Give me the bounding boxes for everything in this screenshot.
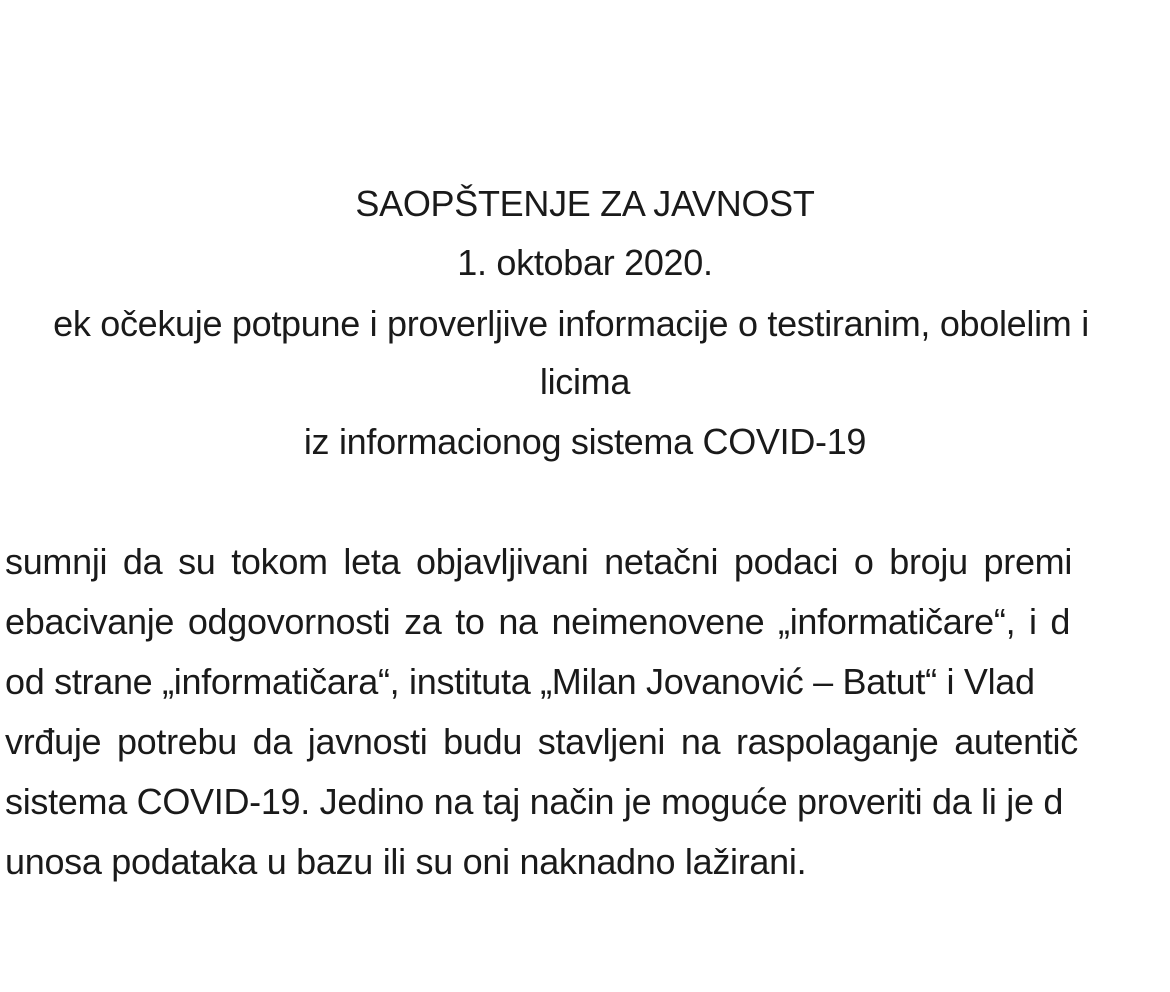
headline-line-1 (0, 302, 1170, 346)
headline-line-2: licima (539, 361, 631, 402)
document-label: SAOPŠTENJE ZA JAVNOST (355, 183, 815, 224)
headline-line-3: iz informacionog sistema COVID-19 (303, 421, 867, 462)
body-line-3: od strane „informatičara“, instituta „Milan Jovanović – Batut“ i Vlad (5, 661, 1035, 702)
body-line-2: ebacivanje odgovornosti za to na neimenovene „informatičare“, i d (5, 601, 1071, 642)
body-line-6: unosa podataka u bazu ili su oni naknadno lažirani. (5, 841, 807, 882)
document-date: 1. oktobar 2020. (457, 242, 713, 283)
body-line-5: sistema COVID-19. Jedino na taj način je moguće proveriti da li je d (5, 781, 1064, 822)
body-line-1: sumnji da su tokom leta objavljivani netačni podaci o broju premi (5, 541, 1073, 582)
headline-text-1: ek očekuje potpune i proverljive informacije o testiranim, obolelim i (53, 303, 1089, 344)
body-line-4: vrđuje potrebu da javnosti budu stavljeni na raspolaganje autentič (5, 721, 1078, 762)
